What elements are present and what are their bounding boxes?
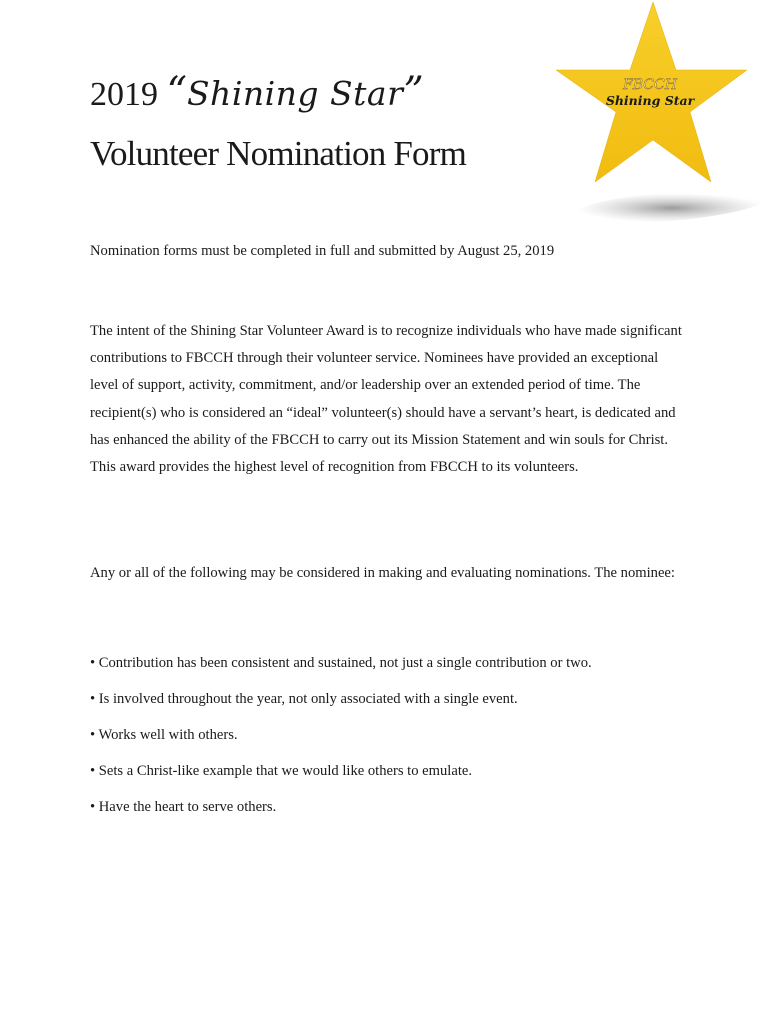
- badge-line1: FBCCH: [623, 77, 677, 93]
- open-quote: “: [166, 69, 187, 115]
- list-item: • Is involved throughout the year, not only associated with a single event.: [90, 691, 518, 707]
- badge-line2: Shining Star: [605, 93, 695, 108]
- close-quote: ”: [403, 69, 424, 115]
- list-item: • Contribution has been consistent and sustained, not just a single contribution or two.: [90, 655, 592, 671]
- submission-deadline: Nomination forms must be completed in full and submitted by August 25, 2019: [90, 243, 555, 259]
- form-title: Volunteer Nomination Form: [90, 134, 466, 173]
- list-item: • Works well with others.: [90, 727, 238, 743]
- award-intent-paragraph: The intent of the Shining Star Volunteer Award is to recognize individuals who have made significant contributions to FBCCH through their volunteer service. Nominees have provided an exceptional level of support, activity, commitment, and/or leadership over an extended period of time. The recipient(s) who is considered an “ideal” volunteer(s) should have a servant’s heart, is dedicated and has enhanced the ability of the FBCCH to carry out its Mission Statement and win souls for Christ. This award provides the highest level of recognition from FBCCH to its volunteers.: [90, 323, 682, 476]
- form-title-year: [90, 69, 424, 115]
- award-name-script: Shining Star: [186, 74, 404, 113]
- criteria-list: [90, 652, 592, 832]
- list-item: • Sets a Christ-like example that we would like others to emulate.: [90, 763, 473, 779]
- year-text: 2019: [90, 76, 158, 113]
- shining-star-badge: [548, 0, 770, 232]
- list-item: • Have the heart to serve others.: [90, 799, 277, 815]
- star-shadow: [576, 193, 768, 223]
- criteria-intro: Any or all of the following may be considered in making and evaluating nominations. The nominee:: [90, 565, 675, 581]
